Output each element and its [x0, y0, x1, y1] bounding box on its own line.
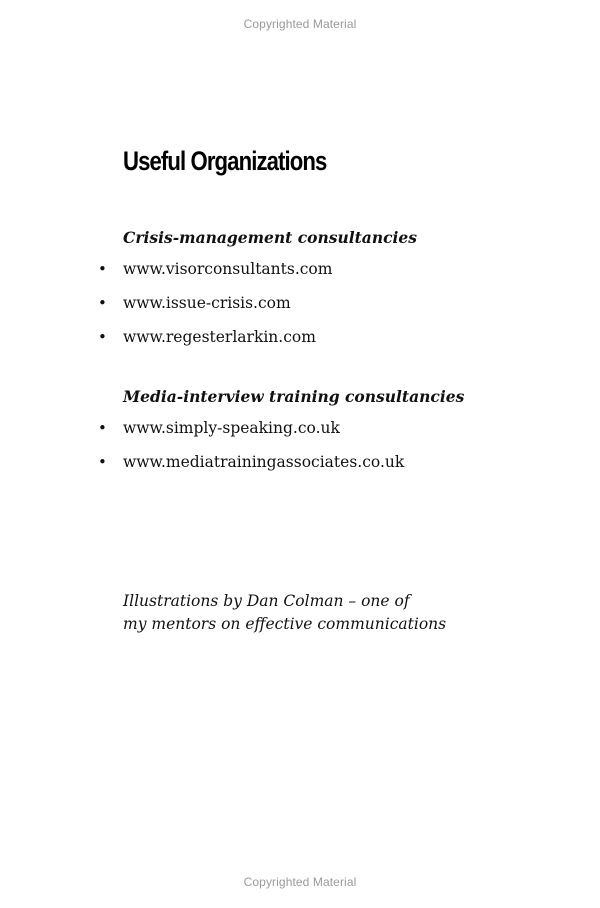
- list-item: [0, 450, 600, 484]
- website-link[interactable]: www.visorconsultants.com: [123, 260, 333, 278]
- website-link[interactable]: www.regesterlarkin.com: [123, 328, 316, 346]
- list-item: [0, 257, 600, 291]
- section-crisis-management: [0, 228, 600, 359]
- illustration-credit: [123, 590, 446, 636]
- credit-line-2: my mentors on effective communications: [123, 615, 447, 633]
- list-item: [0, 291, 600, 325]
- credit-line-1: Illustrations by Dan Colman – one of: [123, 592, 410, 610]
- bullet-icon: •: [98, 328, 107, 346]
- section-media-interview-training: [0, 387, 600, 484]
- watermark-bottom: Copyrighted Material: [243, 875, 357, 889]
- bullet-icon: •: [98, 419, 107, 437]
- bullet-icon: •: [98, 260, 107, 278]
- website-link[interactable]: www.mediatrainingassociates.co.uk: [123, 453, 405, 471]
- link-list: [0, 257, 600, 359]
- bullet-icon: •: [98, 294, 107, 312]
- section-heading: Crisis-management consultancies: [123, 228, 418, 247]
- list-item: [0, 416, 600, 450]
- website-link[interactable]: www.simply-speaking.co.uk: [123, 419, 340, 437]
- bullet-icon: •: [98, 453, 107, 471]
- watermark-top: Copyrighted Material: [243, 17, 357, 31]
- section-heading: Media-interview training consultancies: [123, 387, 465, 406]
- website-link[interactable]: www.issue-crisis.com: [123, 294, 291, 312]
- list-item: [0, 325, 600, 359]
- link-list: [0, 416, 600, 484]
- page-title: Useful Organizations: [123, 146, 327, 176]
